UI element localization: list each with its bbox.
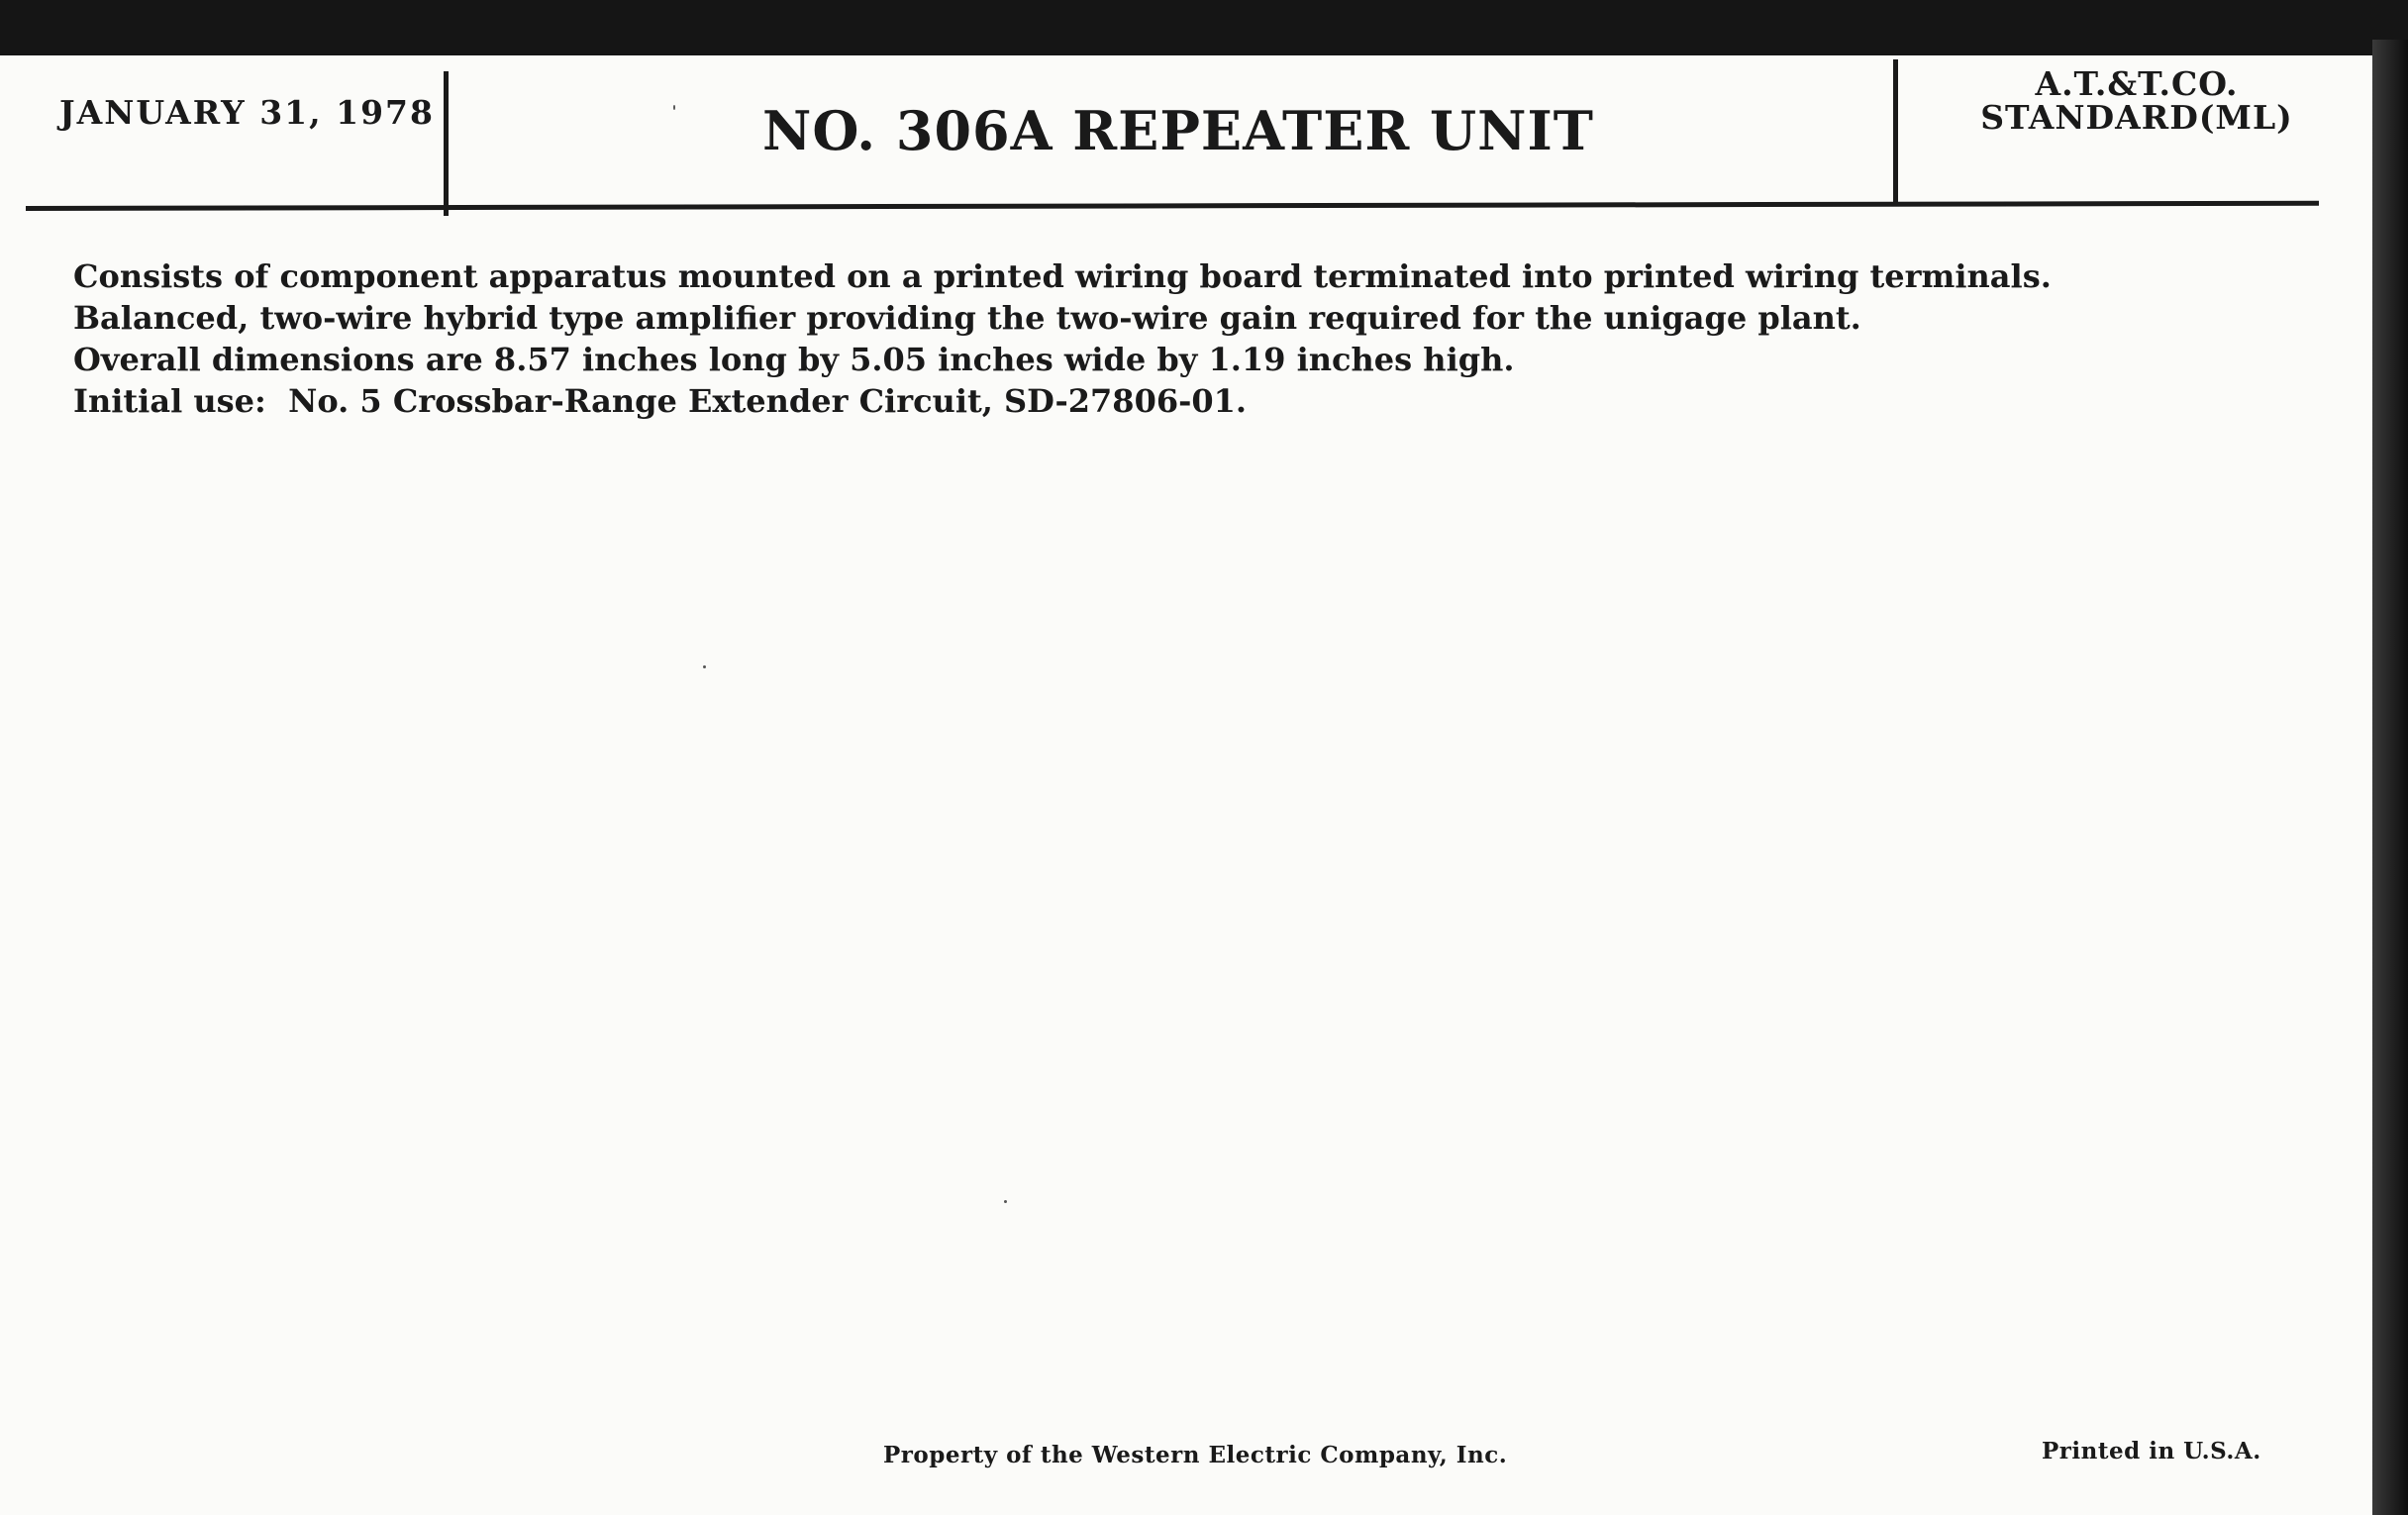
standard-designation xyxy=(1899,64,2374,137)
footer-printed-in: Printed in U.S.A. xyxy=(2042,1438,2261,1464)
dust-speck xyxy=(673,105,675,110)
description-line: Balanced, two-wire hybrid type amplifier providing the two-wire gain required for the unigage plant. xyxy=(73,299,1861,337)
standard-line-status: STANDARD(ML) xyxy=(1980,98,2293,137)
dust-speck xyxy=(1004,1200,1007,1203)
header-divider-right xyxy=(1893,59,1898,206)
header-date: JANUARY 31, 1978 xyxy=(59,93,435,132)
description-line: Initial use: No. 5 Crossbar-Range Extender Circuit, SD-27806-01. xyxy=(73,382,1248,420)
dust-speck xyxy=(703,665,706,668)
standard-line-company: A.T.&T.CO. xyxy=(2035,64,2239,103)
description-block xyxy=(73,255,2252,422)
description-line: Overall dimensions are 8.57 inches long by 5.05 inches wide by 1.19 inches high. xyxy=(73,341,1515,378)
scan-edge-shadow xyxy=(2372,40,2408,1515)
page-title: NO. 306A REPEATER UNIT xyxy=(762,99,1594,162)
footer-property-notice: Property of the Western Electric Company, Inc. xyxy=(883,1442,1508,1468)
description-line: Consists of component apparatus mounted on a printed wiring board terminated into printed wiring terminals. xyxy=(73,257,2052,295)
header-divider-left xyxy=(444,71,449,216)
